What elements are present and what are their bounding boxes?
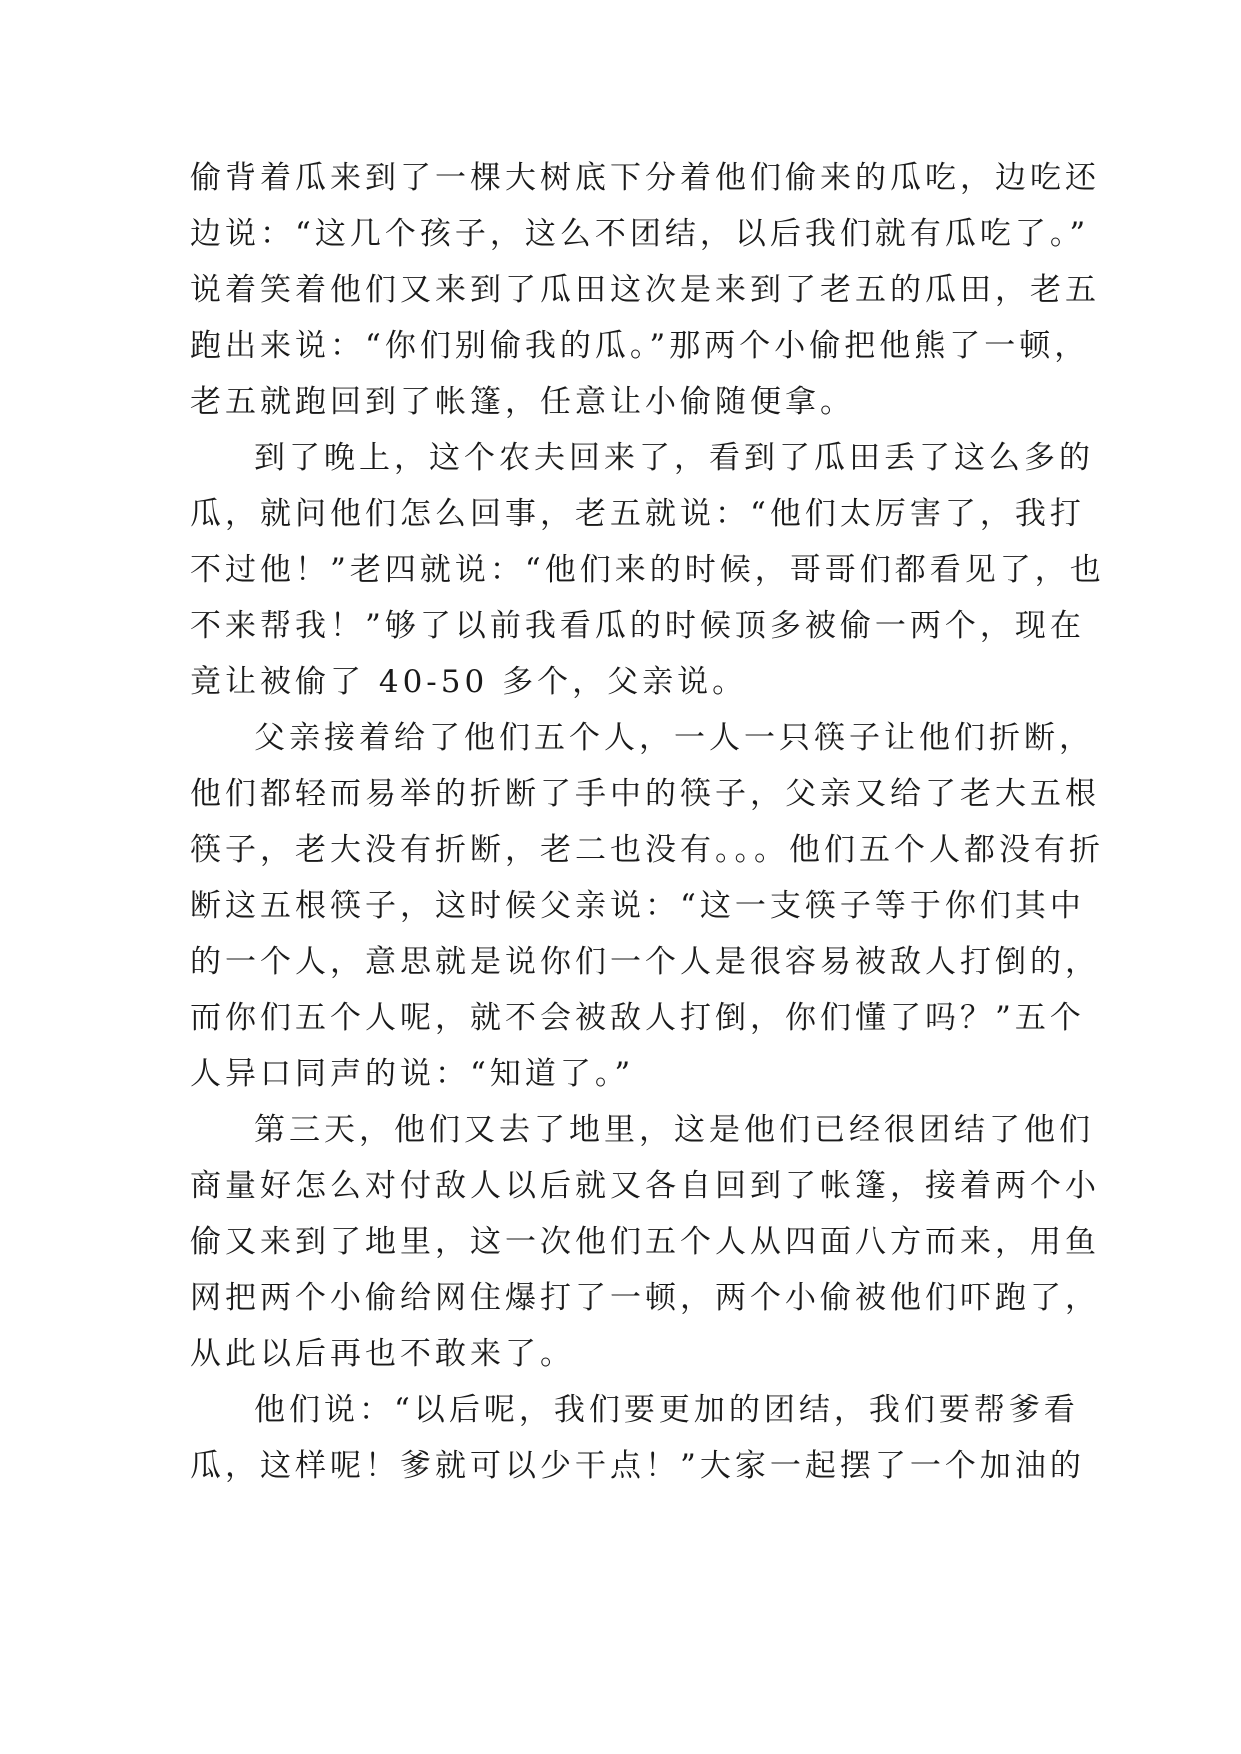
text-line: 老五就跑回到了帐篷，任意让小偷随便拿。 — [190, 384, 855, 420]
text-line: 到了晚上，这个农夫回来了，看到了瓜田丢了这么多的 — [254, 440, 1094, 476]
text-line: 他们都轻而易举的折断了手中的筷子，父亲又给了老大五根 — [190, 776, 1100, 812]
text-line: 网把两个小偷给网住爆打了一顿，两个小偷被他们吓跑了， — [190, 1280, 1100, 1316]
text-line: 不过他！”老四就说：“他们来的时候，哥哥们都看见了，也 — [190, 552, 1105, 588]
text-line: 他们说：“以后呢，我们要更加的团结，我们要帮爹看 — [254, 1392, 1079, 1428]
text-line: 竟让被偷了 40-50 多个，父亲说。 — [190, 664, 748, 700]
text-line: 而你们五个人呢，就不会被敌人打倒，你们懂了吗？”五个 — [190, 1000, 1085, 1036]
text-line: 瓜，就问他们怎么回事，老五就说：“他们太厉害了，我打 — [190, 496, 1085, 532]
text-line: 筷子，老大没有折断，老二也没有。。。他们五个人都没有折 — [190, 832, 1104, 868]
text-line: 瓜，这样呢！爹就可以少干点！”大家一起摆了一个加油的 — [190, 1448, 1085, 1484]
text-line: 断这五根筷子，这时候父亲说：“这一支筷子等于你们其中 — [190, 888, 1085, 924]
text-line: 偷背着瓜来到了一棵大树底下分着他们偷来的瓜吃，边吃还 — [190, 160, 1100, 196]
text-line: 偷又来到了地里，这一次他们五个人从四面八方而来，用鱼 — [190, 1224, 1100, 1260]
text-line: 人异口同声的说：“知道了。” — [190, 1056, 635, 1092]
document-body — [190, 150, 1105, 1494]
text-line: 第三天，他们又去了地里，这是他们已经很团结了他们 — [254, 1112, 1094, 1148]
text-line: 父亲接着给了他们五个人，一人一只筷子让他们折断， — [254, 720, 1094, 756]
text-line: 跑出来说：“你们别偷我的瓜。”那两个小偷把他熊了一顿， — [190, 328, 1090, 364]
text-line: 的一个人，意思就是说你们一个人是很容易被敌人打倒的， — [190, 944, 1100, 980]
text-line: 边说：“这几个孩子，这么不团结，以后我们就有瓜吃了。” — [190, 216, 1090, 252]
text-line: 说着笑着他们又来到了瓜田这次是来到了老五的瓜田，老五 — [190, 272, 1100, 308]
text-line: 商量好怎么对付敌人以后就又各自回到了帐篷，接着两个小 — [190, 1168, 1100, 1204]
text-line: 从此以后再也不敢来了。 — [190, 1336, 575, 1372]
text-line: 不来帮我！”够了以前我看瓜的时候顶多被偷一两个，现在 — [190, 608, 1085, 644]
